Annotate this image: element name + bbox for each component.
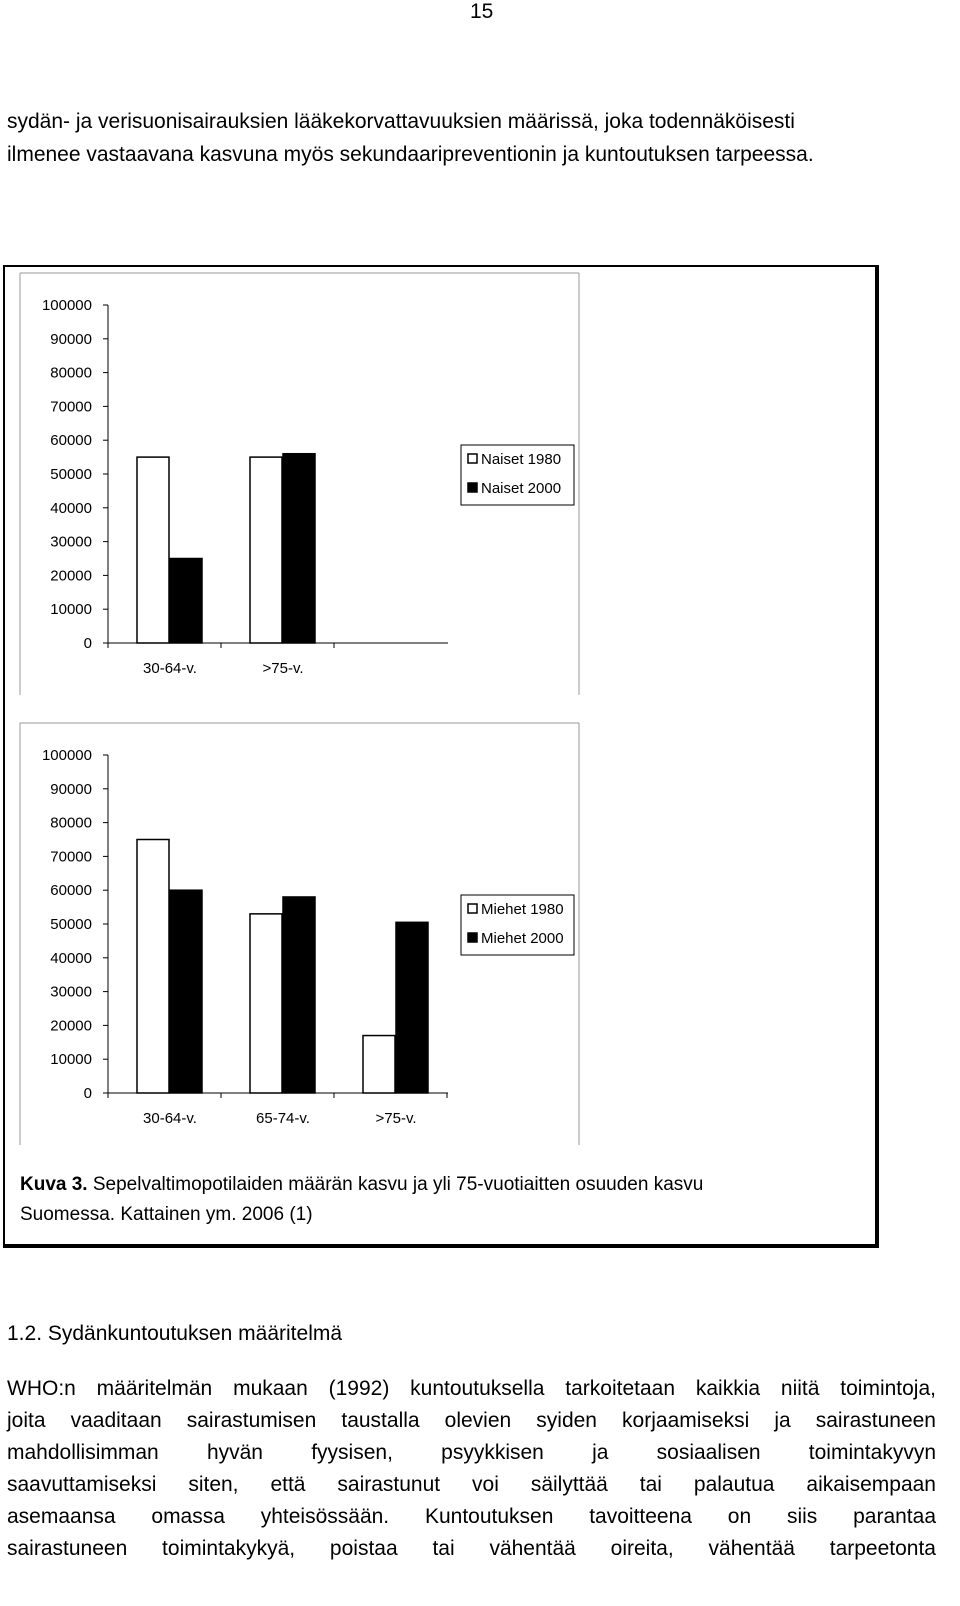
y-tick-label: 60000 bbox=[50, 432, 92, 450]
intro-line: ilmenee vastaavana kasvuna myös sekundaaripreventionin ja kuntoutuksen tarpeessa. bbox=[7, 143, 814, 166]
y-tick-label: 90000 bbox=[50, 780, 92, 798]
legend-swatch bbox=[468, 904, 477, 913]
y-tick-label: 50000 bbox=[50, 466, 92, 483]
x-tick-label: 30-64-v. bbox=[143, 1110, 197, 1127]
y-tick-label: 80000 bbox=[50, 364, 92, 382]
x-tick-label: >75-v. bbox=[375, 1110, 417, 1127]
y-tick-label: 100000 bbox=[41, 747, 92, 764]
y-tick-label: 60000 bbox=[50, 882, 92, 900]
page-number: 15 bbox=[470, 0, 494, 23]
intro-line: sydän- ja verisuonisairauksien lääkekorvattavuuksien määrissä, joka todennäköisesti bbox=[7, 110, 795, 133]
figure-caption bbox=[20, 1170, 860, 1230]
body-line: asemaansa omassa yhteisössään. Kuntoutuksen tavoitteena on siis parantaa bbox=[7, 1505, 936, 1528]
legend-label: Miehet 1980 bbox=[481, 901, 564, 918]
chart-men bbox=[0, 715, 960, 1155]
caption-label: Kuva 3. bbox=[20, 1174, 88, 1195]
bar-miehet-1980 bbox=[363, 1036, 395, 1093]
y-tick-label: 40000 bbox=[50, 499, 92, 517]
y-tick-label: 30000 bbox=[50, 983, 92, 1001]
bar-naiset-1980 bbox=[250, 457, 282, 643]
y-tick-label: 90000 bbox=[50, 330, 92, 348]
y-tick-label: 70000 bbox=[50, 848, 92, 866]
legend-swatch bbox=[468, 454, 477, 463]
body-line: joita vaaditaan sairastumisen taustalla olevien syiden korjaamiseksi ja sairastuneen bbox=[7, 1409, 936, 1432]
bar-miehet-2000 bbox=[396, 922, 428, 1093]
bar-naiset-2000 bbox=[170, 559, 202, 644]
bar-miehet-2000 bbox=[283, 897, 315, 1093]
body-line: sairastuneen toimintakykyä, poistaa tai vähentää oireita, vähentää tarpeetonta bbox=[7, 1537, 936, 1560]
y-tick-label: 10000 bbox=[50, 1051, 92, 1069]
y-tick-label: 0 bbox=[83, 1085, 92, 1102]
x-tick-label: >75-v. bbox=[262, 660, 304, 677]
bar-miehet-1980 bbox=[137, 840, 169, 1094]
x-tick-label: 65-74-v. bbox=[256, 1110, 310, 1127]
intro-paragraph bbox=[7, 105, 947, 171]
bar-miehet-1980 bbox=[250, 914, 282, 1093]
y-tick-label: 40000 bbox=[50, 949, 92, 967]
caption-text: Suomessa. Kattainen ym. 2006 (1) bbox=[20, 1204, 313, 1225]
section-heading: 1.2. Sydänkuntoutuksen määritelmä bbox=[7, 1322, 343, 1345]
legend-label: Naiset 2000 bbox=[481, 480, 562, 497]
y-tick-label: 10000 bbox=[50, 601, 92, 619]
bar-naiset-1980 bbox=[137, 457, 169, 643]
caption-text: Sepelvaltimopotilaiden määrän kasvu ja yli 75-vuotiaitten osuuden kasvu bbox=[87, 1174, 704, 1195]
body-line: saavuttamiseksi siten, että sairastunut voi säilyttää tai palautua aikaisempaan bbox=[7, 1473, 936, 1496]
y-tick-label: 50000 bbox=[50, 916, 92, 933]
y-tick-label: 100000 bbox=[41, 297, 92, 314]
y-tick-label: 20000 bbox=[50, 567, 92, 585]
legend-label: Naiset 1980 bbox=[481, 451, 562, 468]
x-tick-label: 30-64-v. bbox=[143, 660, 197, 677]
legend-swatch bbox=[468, 483, 477, 492]
y-tick-label: 20000 bbox=[50, 1017, 92, 1035]
y-tick-label: 80000 bbox=[50, 814, 92, 832]
bar-naiset-2000 bbox=[283, 454, 315, 643]
y-tick-label: 30000 bbox=[50, 533, 92, 551]
body-paragraph bbox=[7, 1373, 936, 1565]
y-tick-label: 70000 bbox=[50, 398, 92, 416]
chart-women bbox=[0, 265, 960, 705]
y-tick-label: 0 bbox=[83, 635, 92, 652]
body-line: mahdollisimman hyvän fyysisen, psyykkisen ja sosiaalisen toimintakyvyn bbox=[7, 1441, 936, 1464]
body-line: WHO:n määritelmän mukaan (1992) kuntoutuksella tarkoitetaan kaikkia niitä toimintoja, bbox=[7, 1377, 936, 1400]
legend-swatch bbox=[468, 933, 477, 942]
legend-label: Miehet 2000 bbox=[481, 930, 564, 947]
bar-miehet-2000 bbox=[170, 890, 202, 1093]
